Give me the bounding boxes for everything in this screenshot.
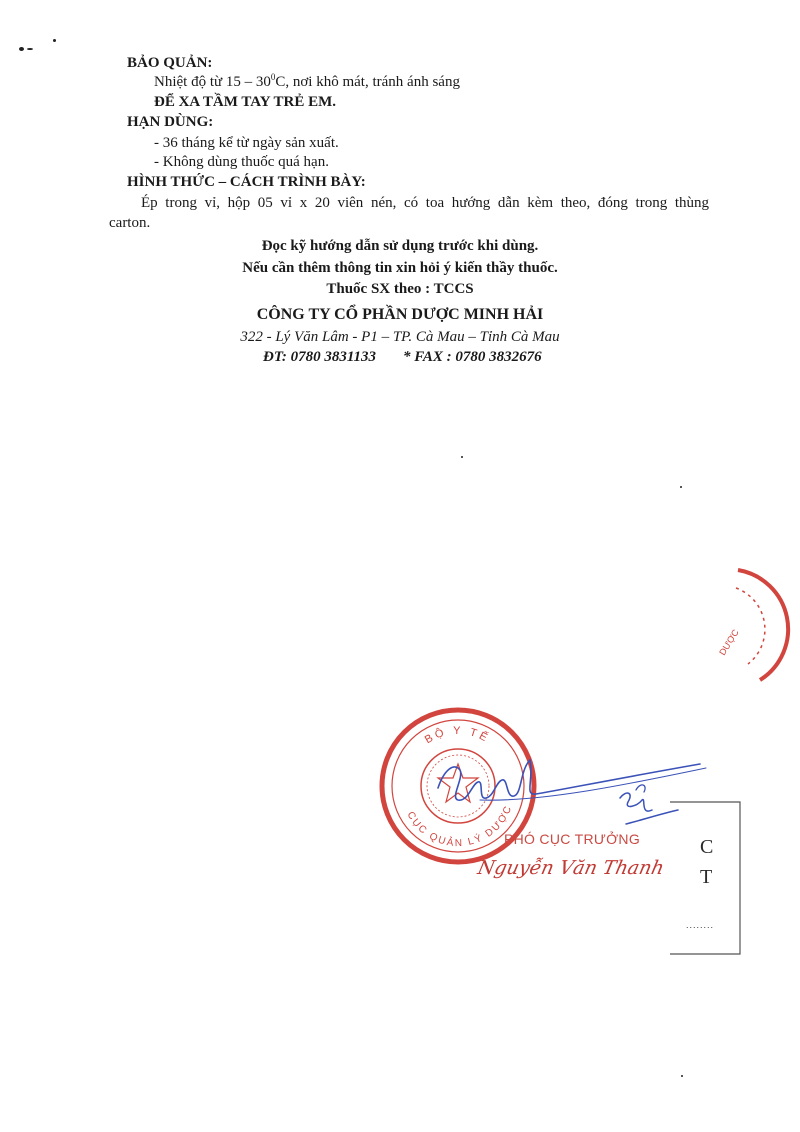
packaging-heading: HÌNH THỨC – CÁCH TRÌNH BÀY: <box>127 174 366 190</box>
storage-temp-prefix: Nhiệt độ từ 15 – 30 <box>154 74 271 90</box>
edge-seal-text: DƯỢC <box>717 627 741 658</box>
box-fragment-t: T <box>700 866 713 888</box>
notice-read-instructions: Đọc kỹ hướng dẫn sử dụng trước khi dùng. <box>261 238 539 254</box>
scan-speck <box>681 1075 683 1077</box>
signer-title: PHÓ CỤC TRƯỞNG <box>504 831 641 847</box>
edge-seal-stamp <box>700 560 800 690</box>
scan-speck <box>19 47 24 51</box>
scan-speck <box>53 39 56 42</box>
packaging-line-1: Ép trong vỉ, hộp 05 vỉ x 20 viên nén, có toa hướng dẫn kèm theo, đóng trong thùng <box>141 195 709 211</box>
notice-standard: Thuốc SX theo : TCCS <box>326 281 474 297</box>
storage-heading: BẢO QUẢN: <box>127 55 213 71</box>
box-fragment-dots: ........ <box>686 920 715 930</box>
shelf-life-item: - 36 tháng kể từ ngày sản xuất. <box>154 135 339 151</box>
packaging-line-2: carton. <box>109 215 151 231</box>
storage-temp-degree: 0 <box>270 72 276 82</box>
scan-speck <box>27 48 33 50</box>
shelf-life-heading: HẠN DÙNG: <box>127 114 214 130</box>
scan-speck <box>680 486 682 488</box>
scan-speck <box>461 456 463 458</box>
seal-top-text: BỘ Y TẾ <box>422 724 492 747</box>
child-warning: ĐỂ XA TẦM TAY TRẺ EM. <box>154 94 336 110</box>
company-fax: * FAX : 0780 3832676 <box>403 349 542 365</box>
company-name: CÔNG TY CỔ PHẦN DƯỢC MINH HẢI <box>256 306 544 323</box>
company-phone: ĐT: 0780 3831133 <box>263 349 377 365</box>
notice-consult: Nếu cần thêm thông tin xin hỏi ý kiến thầy thuốc. <box>242 260 558 276</box>
signer-name: Nguyễn Văn Thanh <box>475 857 667 879</box>
storage-temp-suffix: C, nơi khô mát, tránh ánh sáng <box>275 74 460 90</box>
box-fragment-c: C <box>700 836 714 858</box>
shelf-life-item: - Không dùng thuốc quá hạn. <box>154 154 329 170</box>
seal-bottom-text: CỤC QUẢN LÝ DƯỢC <box>404 803 515 850</box>
storage-temperature <box>154 73 460 91</box>
company-address: 322 - Lý Văn Lâm - P1 – TP. Cà Mau – Tỉnh Cà Mau <box>240 329 560 345</box>
